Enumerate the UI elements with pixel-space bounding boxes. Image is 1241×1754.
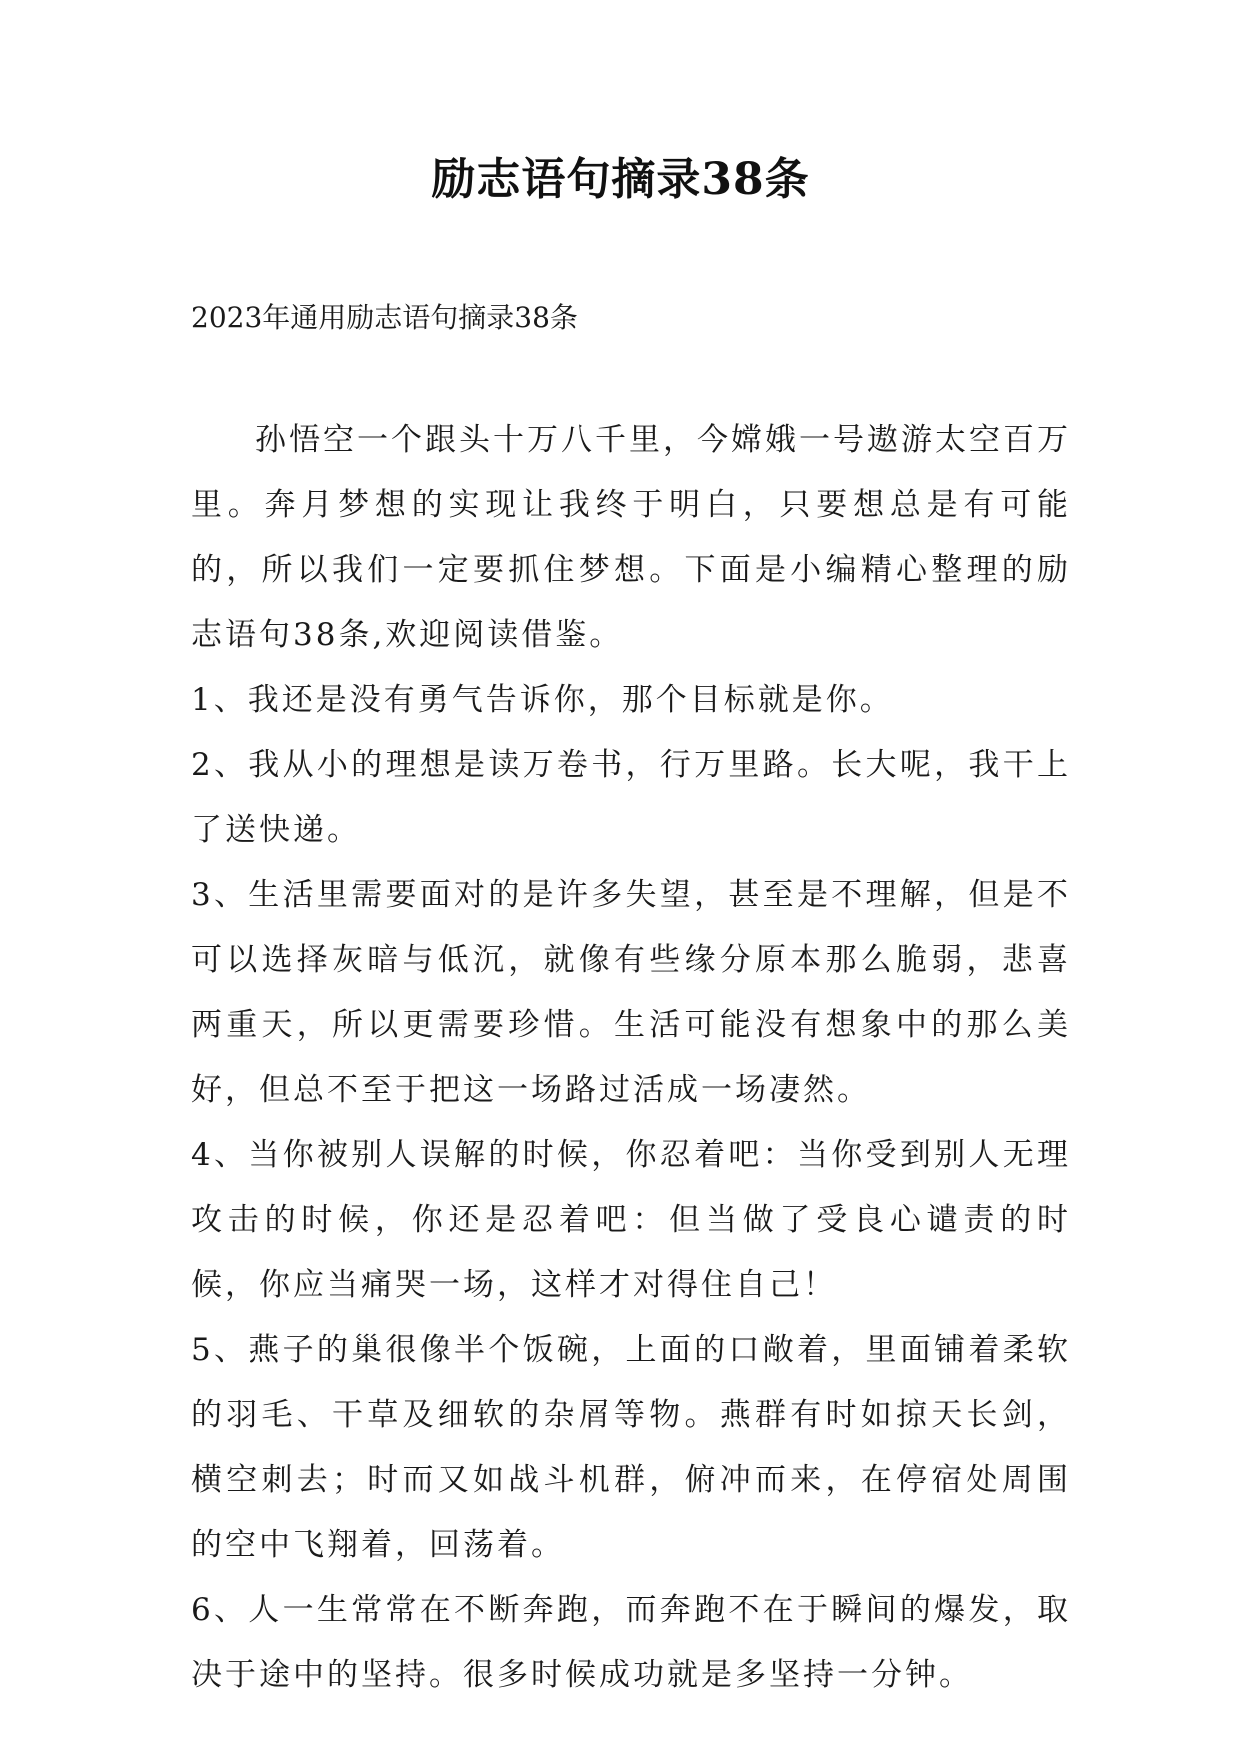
list-item: 5、燕子的巢很像半个饭碗，上面的口敞着，里面铺着柔软的羽毛、干草及细软的杂屑等物。燕群有时如掠天长剑，横空刺去；时而又如战斗机群，俯冲而来，在停宿处周围的空中飞翔着，回荡着。 [191,1332,1071,1563]
document-subtitle: 2023年通用励志语句摘录38条 [191,301,578,334]
document-title: 励志语句摘录38条 [431,154,810,205]
document-body [191,408,1071,1708]
intro-paragraph: 孙悟空一个跟头十万八千里，今嫦娥一号遨游太空百万里。奔月梦想的实现让我终于明白，只要想总是有可能的，所以我们一定要抓住梦想。下面是小编精心整理的励志语句38条,欢迎阅读借鉴。 [191,422,1071,653]
list-item: 3、生活里需要面对的是许多失望，甚至是不理解，但是不可以选择灰暗与低沉，就像有些缘分原本那么脆弱，悲喜两重天，所以更需要珍惜。生活可能没有想象中的那么美好，但总不至于把这一场路过活成一场凄然。 [191,877,1071,1108]
list-item: 2、我从小的理想是读万卷书，行万里路。长大呢，我干上了送快递。 [191,747,1071,848]
list-item: 6、人一生常常在不断奔跑，而奔跑不在于瞬间的爆发，取决于途中的坚持。很多时候成功就是多坚持一分钟。 [191,1592,1071,1693]
list-item: 1、我还是没有勇气告诉你，那个目标就是你。 [191,682,894,718]
list-item: 4、当你被别人误解的时候，你忍着吧：当你受到别人无理攻击的时候，你还是忍着吧：但当做了受良心谴责的时候，你应当痛哭一场，这样才对得住自己！ [191,1137,1071,1303]
